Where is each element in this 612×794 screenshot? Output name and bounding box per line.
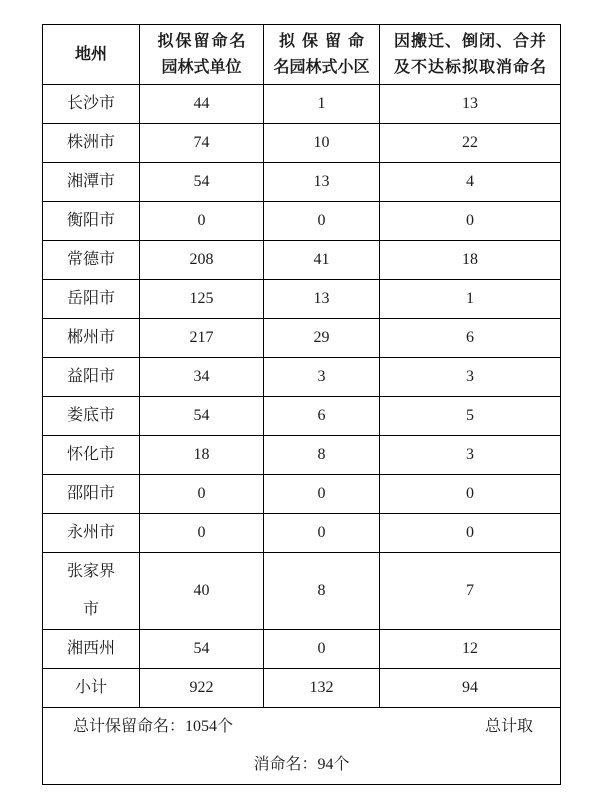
cancelled-value: 0 xyxy=(380,475,561,514)
table-row xyxy=(43,319,561,358)
retained-units-value: 54 xyxy=(140,630,264,669)
retained-units-value: 208 xyxy=(140,241,264,280)
row-label: 岳阳市 xyxy=(43,280,140,319)
table-row xyxy=(43,436,561,475)
retained-communities-value: 132 xyxy=(264,669,380,708)
retained-communities-value: 29 xyxy=(264,319,380,358)
header-region xyxy=(43,25,140,85)
table-row xyxy=(43,280,561,319)
table-row xyxy=(43,124,561,163)
retained-communities-value: 0 xyxy=(264,514,380,553)
footer-row xyxy=(43,708,561,785)
total-cancelled-text-part2: 消命名：94个 xyxy=(253,756,350,773)
retained-units-value: 40 xyxy=(140,553,264,630)
retained-units-value: 54 xyxy=(140,397,264,436)
table-row xyxy=(43,397,561,436)
total-cancelled-text-part1: 总计取 xyxy=(484,718,533,735)
row-label: 怀化市 xyxy=(43,436,140,475)
header-cancelled xyxy=(380,25,561,85)
row-label: 娄底市 xyxy=(43,397,140,436)
retained-units-value: 922 xyxy=(140,669,264,708)
cancelled-value: 12 xyxy=(380,630,561,669)
retained-units-value: 18 xyxy=(140,436,264,475)
cancelled-value: 6 xyxy=(380,319,561,358)
cancelled-value: 22 xyxy=(380,124,561,163)
table-row xyxy=(43,475,561,514)
header-retained-units-line1: 拟保留命名 xyxy=(157,32,248,50)
row-label: 邵阳市 xyxy=(43,475,140,514)
table-row xyxy=(43,358,561,397)
row-label: 株洲市 xyxy=(43,124,140,163)
header-cancelled-line2: 及不达标拟取消命名 xyxy=(393,58,547,76)
retained-communities-value: 8 xyxy=(264,553,380,630)
cancelled-value: 3 xyxy=(380,436,561,475)
cancelled-value: 0 xyxy=(380,514,561,553)
header-retained-communities xyxy=(264,25,380,85)
row-label: 永州市 xyxy=(43,514,140,553)
retained-communities-value: 41 xyxy=(264,241,380,280)
table-row xyxy=(43,85,561,124)
retained-units-value: 34 xyxy=(140,358,264,397)
row-label: 张家界市 xyxy=(43,553,140,630)
retained-communities-value: 6 xyxy=(264,397,380,436)
row-label: 小计 xyxy=(43,669,140,708)
row-label: 益阳市 xyxy=(43,358,140,397)
retained-units-value: 0 xyxy=(140,202,264,241)
retained-units-value: 0 xyxy=(140,475,264,514)
header-region-label: 地州 xyxy=(74,45,107,63)
retained-communities-value: 10 xyxy=(264,124,380,163)
cancelled-value: 13 xyxy=(380,85,561,124)
cancelled-value: 5 xyxy=(380,397,561,436)
retained-units-value: 125 xyxy=(140,280,264,319)
retained-communities-value: 0 xyxy=(264,475,380,514)
header-retained-units-line2: 园林式单位 xyxy=(161,58,242,76)
retained-communities-value: 0 xyxy=(264,630,380,669)
retained-units-value: 44 xyxy=(140,85,264,124)
header-retained-communities-line1: 拟保留命 xyxy=(278,32,371,50)
retained-communities-value: 13 xyxy=(264,163,380,202)
table-row xyxy=(43,241,561,280)
header-row xyxy=(43,25,561,85)
header-retained-communities-line2: 名园林式小区 xyxy=(273,58,370,76)
total-retained-text: 总计保留命名：1054个 xyxy=(73,718,234,735)
cancelled-value: 0 xyxy=(380,202,561,241)
retained-communities-value: 3 xyxy=(264,358,380,397)
totals-line1 xyxy=(43,708,560,746)
retained-units-value: 0 xyxy=(140,514,264,553)
retained-units-value: 74 xyxy=(140,124,264,163)
row-label: 衡阳市 xyxy=(43,202,140,241)
row-label: 湘潭市 xyxy=(43,163,140,202)
table-footer xyxy=(43,708,561,785)
table-row xyxy=(43,514,561,553)
table-row xyxy=(43,202,561,241)
retained-units-value: 54 xyxy=(140,163,264,202)
row-label: 常德市 xyxy=(43,241,140,280)
header-cancelled-line1: 因搬迁、倒闭、合并 xyxy=(393,32,547,50)
table-header xyxy=(43,25,561,85)
cancelled-value: 7 xyxy=(380,553,561,630)
cancelled-value: 1 xyxy=(380,280,561,319)
retained-units-value: 217 xyxy=(140,319,264,358)
row-label: 湘西州 xyxy=(43,630,140,669)
table-row xyxy=(43,163,561,202)
retained-communities-value: 13 xyxy=(264,280,380,319)
cancelled-value: 18 xyxy=(380,241,561,280)
cancelled-value: 4 xyxy=(380,163,561,202)
statistics-table xyxy=(42,24,561,785)
table-body xyxy=(43,85,561,708)
retained-communities-value: 8 xyxy=(264,436,380,475)
header-retained-units xyxy=(140,25,264,85)
table-row xyxy=(43,630,561,669)
retained-communities-value: 0 xyxy=(264,202,380,241)
cancelled-value: 3 xyxy=(380,358,561,397)
cancelled-value: 94 xyxy=(380,669,561,708)
totals-cell xyxy=(43,708,561,785)
retained-communities-value: 1 xyxy=(264,85,380,124)
table-row xyxy=(43,553,561,630)
row-label: 长沙市 xyxy=(43,85,140,124)
table-row xyxy=(43,669,561,708)
row-label: 郴州市 xyxy=(43,319,140,358)
